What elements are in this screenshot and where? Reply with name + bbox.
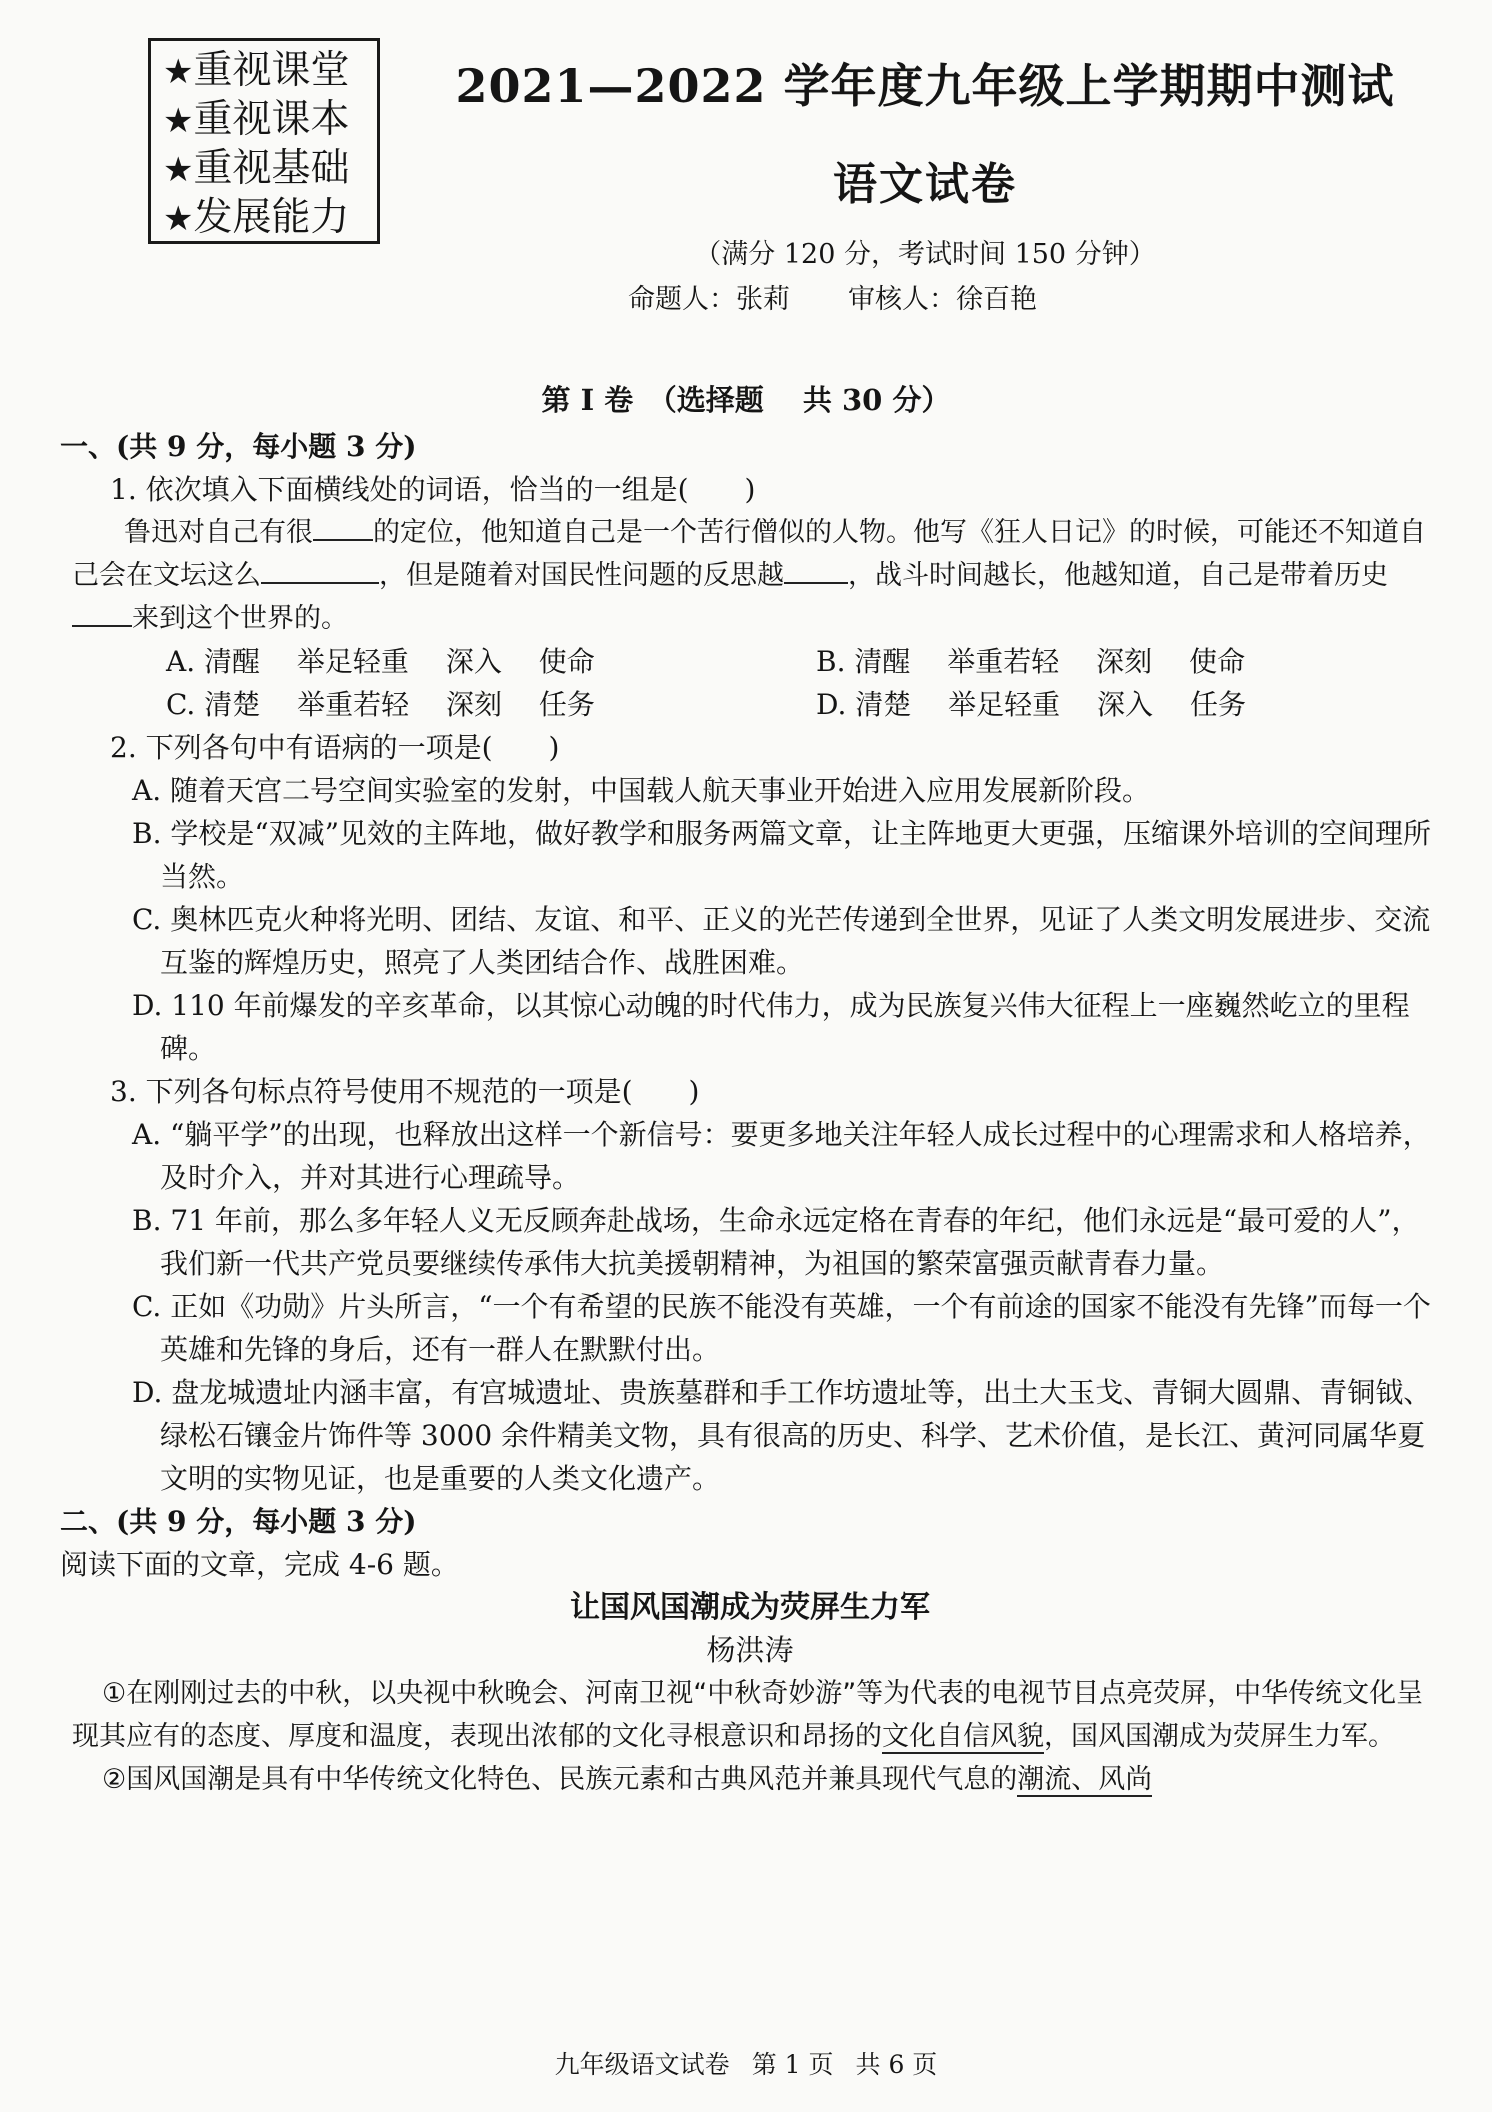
article-paragraph-2 [60, 1758, 1440, 1801]
q2-stem: 2. 下列各句中有语病的一项是( ) [110, 731, 560, 764]
motto-line [163, 145, 367, 194]
q1-text-5: 来到这个世界的。 [132, 603, 348, 634]
part1-title: 第 I 卷 （选择题 共 30 分） [541, 383, 951, 417]
para1-text: ①在刚刚过去的中秋，以央视中秋晚会、河南卫视“中秋奇妙游”等为代表的电视节目点亮荧屏，中华传统文化呈现其应有的态度、厚度和温度，表现出浓郁的文化寻根意识和昂扬的 [72, 1678, 1424, 1752]
q1-option-d: D. 清楚 举足轻重 深入 任务 [816, 688, 1246, 721]
motto-line [163, 194, 367, 243]
reviewer: 审核人：徐百艳 [848, 284, 1037, 315]
article-title: 让国风国潮成为荧屏生力军 [570, 1590, 930, 1625]
article-paragraph-1 [60, 1672, 1440, 1758]
blank-line [261, 556, 379, 584]
motto-box [148, 38, 380, 244]
para2-text: ②国风国潮是具有中华传统文化特色、民族元素和古典风范并兼具现代气息的 [102, 1764, 1018, 1795]
q3-option-c: C. 正如《功勋》片头所言，“一个有希望的民族不能没有英雄，一个有前途的国家不能没有先锋”而每一个英雄和先锋的身后，还有一群人在默默付出。 [132, 1290, 1431, 1366]
motto-line [163, 47, 367, 96]
q1-text-2: 的定位，他知道自己是一个苦行僧似的人物。他写《狂人日记》的时候，可能还不知道自己会在文坛这么 [72, 517, 1426, 591]
section-2-heading: 二、(共 9 分，每小题 3 分) [60, 1505, 417, 1538]
exam-title: 2021—2022 学年度九年级上学期期中测试 [455, 59, 1395, 113]
star-icon: ★ [163, 150, 194, 190]
star-icon: ★ [163, 52, 194, 92]
para2-underlined: 潮流、风尚 [1017, 1764, 1153, 1795]
q1-text-3: ，但是随着对国民性问题的反思越 [379, 560, 784, 591]
q2-option-a: A. 随着天宫二号空间实验室的发射，中国载人航天事业开始进入应用发展新阶段。 [132, 774, 1151, 807]
blank-line [72, 599, 132, 627]
q3-option-d: D. 盘龙城遗址内涵丰富，有宫城遗址、贵族墓群和手工作坊遗址等，出土大玉戈、青铜大圆鼎、青铜钺、绿松石镶金片饰件等 3000 余件精美文物，具有很高的历史、科学、艺术价值，是长江、黄河同属华夏文明的实物见证，也是重要的人类文化遗产。 [132, 1376, 1432, 1495]
star-icon: ★ [163, 199, 194, 239]
authors-line [628, 277, 1037, 316]
footer-total: 共 6 页 [855, 2050, 938, 2079]
q1-option-c: C. 清楚 举重若轻 深刻 任务 [166, 688, 595, 721]
para1-underlined: 文化自信风貌 [882, 1721, 1044, 1752]
page-footer [0, 2045, 1492, 2081]
motto-text: 重视课本 [193, 97, 350, 142]
q2-option-d: D. 110 年前爆发的辛亥革命，以其惊心动魄的时代伟力，成为民族复兴伟大征程上一座巍然屹立的里程碑。 [132, 989, 1410, 1065]
section-1 [60, 425, 1440, 1801]
exam-subtitle: 语文试卷 [833, 159, 1017, 210]
q1-text-1: 鲁迅对自己有很 [124, 517, 313, 548]
q3-option-a: A. “躺平学”的出现，也释放出这样一个新信号：要更多地关注年轻人成长过程中的心理需求和人格培养，及时介入，并对其进行心理疏导。 [132, 1118, 1431, 1194]
motto-line [163, 96, 367, 145]
q1-stem: 1. 依次填入下面横线处的词语，恰当的一组是( ) [110, 473, 756, 506]
q1-text-4: ，战斗时间越长，他越知道，自己是带着历史 [848, 560, 1388, 591]
q3-stem: 3. 下列各句标点符号使用不规范的一项是( ) [110, 1075, 700, 1108]
q1-option-b: B. 清醒 举重若轻 深刻 使命 [816, 645, 1246, 678]
q2-option-b: B. 学校是“双减”见效的主阵地，做好教学和服务两篇文章，让主阵地更大更强，压缩课外培训的空间理所当然。 [132, 817, 1432, 893]
setter: 命题人：张莉 [628, 284, 790, 315]
para1-text-end: ，国风国潮成为荧屏生力军。 [1044, 1721, 1395, 1752]
section-1-heading: 一、(共 9 分，每小题 3 分) [60, 430, 417, 463]
footer-page: 第 1 页 [751, 2050, 834, 2079]
q1-option-a: A. 清醒 举足轻重 深入 使命 [166, 645, 595, 678]
motto-text: 发展能力 [193, 195, 350, 240]
q1-passage [60, 511, 1440, 640]
motto-text: 重视基础 [193, 146, 350, 191]
motto-text: 重视课堂 [193, 48, 350, 93]
q3-option-b: B. 71 年前，那么多年轻人义无反顾奔赴战场，生命永远定格在青春的年纪，他们永远是“最可爱的人”，我们新一代共产党员要继续传承伟大抗美援朝精神，为祖国的繁荣富强贡献青春力量。 [132, 1204, 1420, 1280]
exam-info: （满分 120 分，考试时间 150 分钟） [694, 239, 1156, 270]
article-author: 杨洪涛 [706, 1633, 794, 1667]
footer-subject: 九年级语文试卷 [554, 2050, 730, 2079]
q2-option-c: C. 奥林匹克火种将光明、团结、友谊、和平、正义的光芒传递到全世界，见证了人类文明发展进步、交流互鉴的辉煌历史，照亮了人类团结合作、战胜困难。 [132, 903, 1431, 979]
section-2-instruction: 阅读下面的文章，完成 4-6 题。 [60, 1548, 459, 1581]
star-icon: ★ [163, 101, 194, 141]
blank-line [313, 513, 373, 541]
q1-options [60, 640, 1440, 726]
blank-line [784, 556, 848, 584]
